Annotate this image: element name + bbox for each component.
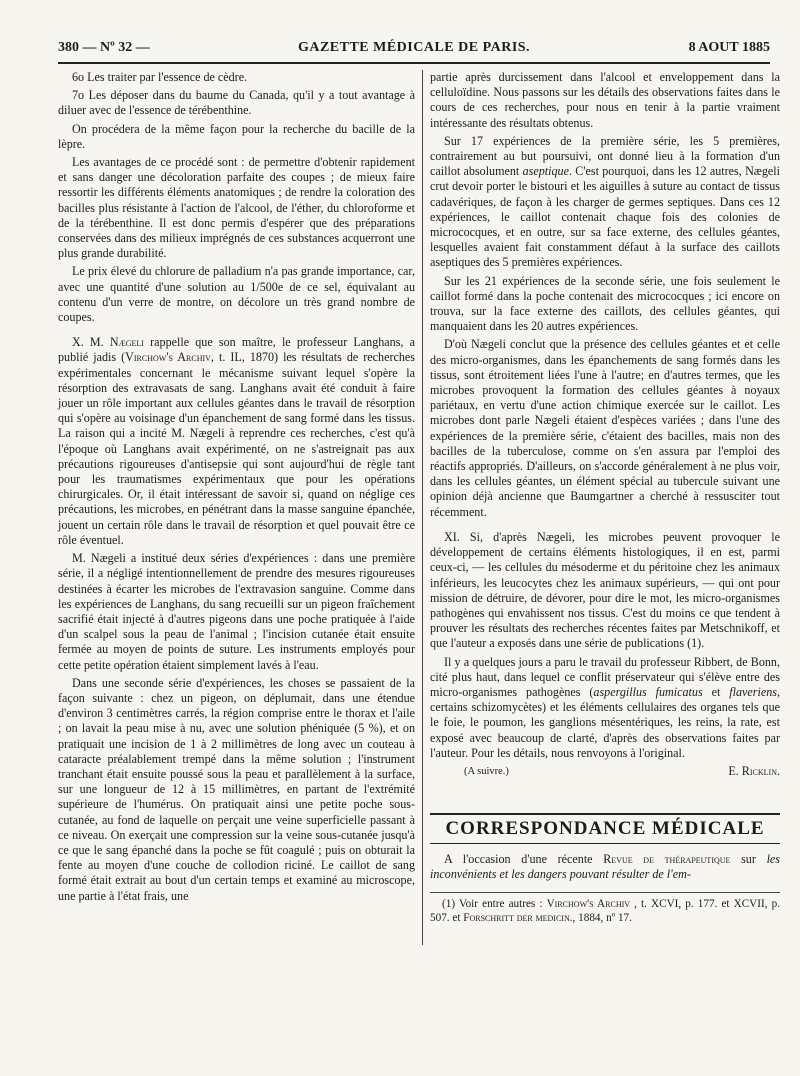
paragraph: Le prix élevé du chlorure de palladium n'a pas grande importance, car, avec une quantité d'une solution au 1/500e de ce sel, équivalant au contenu d'un verre de montre, on décolore un très grand nombre de coupes. [58,264,415,325]
text-run: . C'est pourquoi, dans les 12 autres, Nægeli crut devoir porter le bistouri et les aiguilles à suture au contact de tissus cadavériques, de façon à les charger de germes septiques. Dans ces 12 expériences, le caillot contenait chaque fois des colonies de micrococques, et en outre, sur sa face externe, des cellules géantes, lesquelles avaient fait constamment défaut à la surface des caillots aseptiques des 5 premières expériences. [430,164,780,270]
left-column [58,70,415,907]
text-run: et [702,684,730,699]
emphasis: aseptique [522,164,569,179]
right-column [430,70,780,928]
issue-date: 8 AOUT 1885 [688,40,770,55]
text-run: rappelle que son maître, le professeur Langhans, a publié jadis ( [58,335,415,365]
paragraph: partie après durcissement dans l'alcool et enveloppement dans la celluloïdine. Nous passons sur les détails des observations faites dans le cours de ces recherches, pour nous en tenir à la partie vraiment intéressante des résultats obtenus. [430,70,780,130]
paragraph: M. Nægeli a institué deux séries d'expériences : dans une première série, il a négligé intentionnellement de prendre des mesures rigoureuses destinées à écarter les microbes de l'extravasion sanguine. Comme dans les expériences de Langhans, du sang recueilli sur un pigeon fraîchement sacrifié était injecté à d'autres pigeons dans une poche pratiquée à l'aide d'un scalpel sous la peau de l'animal ; l'incision cutanée était ensuite fermée au moyen de points de suture. Les instruments employés pour cette petite opération étaient simplement lavés à l'eau. [58,551,415,672]
paragraph [430,852,780,882]
text-run: , t. IL, 1870) les résultats de recherches expérimentales concernant le mécanisme suivant lequel s'opère la résorption des extravasats de sang. Langhans avait été conduit à faire jouer un rôle important aux cellules géantes dans le travail de résorption qui s'opère au voisinage d'un épanchement de sang formé dans les tissus. La raison qui a incité M. Nægeli à reprendre ces recherches, c'est qu'à l'époque où Langhans avait expérimenté, on ne s'astreignait pas aux précautions rigoureuses d'antisepsie qui sont aujourd'hui de règle tant pour les traumatismes expérimentaux que pour les opérations chirurgicales. Or, il était intéressant de savoir si, quand on néglige ces précautions, les microbes, en pénétrant dans la masse sanguine épanchée, jouent un certain rôle dans le travail de résorption et quel pouvait être ce rôle éventuel. [58,350,415,547]
journal-title: GAZETTE MÉDICALE DE PARIS. [297,40,531,55]
author-signature: E. Ricklin. [728,763,780,778]
section-rule [430,843,780,844]
section-xi-paragraph: XI. Si, d'après Nægeli, les microbes peuvent provoquer le développement de certains éléments histologiques, il en est, parmi ceux-ci, — les cellules du mésoderme et du péritoine chez les animaux inférieurs, les leucocytes chez les animaux supérieurs, — qui ont pour mission de détruire, de dévorer, pour dire le mot, les micro-organismes pathogènes qui envahissent nos tissus. C'est du moins ce que tendent à prouver les résultats des recherches récentes faites par Metschnikoff, et que l'auteur a exposés dans une série de publications (1). [430,529,780,651]
paragraph [430,655,780,761]
paragraph: Sur les 21 expériences de la seconde série, une fois seulement le caillot formé dans la poche contenait des micrococques ; ici encore on trouva, sur la face externe des caillots, des cellules géantes, qui manquaient dans les 20 autres expériences. [430,273,780,334]
text-run: X. M. [72,335,110,350]
paragraph [430,134,780,271]
section-x-paragraph [58,335,415,548]
text-run: , certains schizomycètes) et les éléments cellulaires des organes tels que le foie, le poumon, les ganglions mésentériques, les reins, la rate, est exposé avec beaucoup de clarté, d'après des observations faites par l'auteur. Pour les détails, nous renvoyons à l'original. [430,684,780,760]
text-run: , t. XCVI, p. 177. et XCVII, p. 507. et [430,897,780,924]
paragraph: On procédera de la même façon pour la recherche du bacille de la lèpre. [58,121,415,151]
paragraph: 7o Les déposer dans du baume du Canada, qu'il y a tout avantage à diluer avec de l'essence de térébenthine. [58,88,415,118]
journal-reference: Virchow's Archiv [125,350,211,365]
text-run: , 1884, nº 17. [572,911,632,924]
footnote [430,892,780,925]
paragraph: Les avantages de ce procédé sont : de permettre d'obtenir rapidement et sans danger une décoloration parfaite des coupes ; de mieux faire ressortir les différents éléments anatomiques ; de rendre la coloration des bacilles plus résistante à l'action de l'alcool, de l'éther, du chloroforme et de la térébenthine. Il est donc permis d'espérer que des préparations conservées dans des milieux imprégnés de ces substances acquerront une plus grande durabilité. [58,155,415,261]
two-column-body [58,70,780,1060]
journal-reference: Forschritt der medicin. [463,911,573,924]
page-number: 380 — Nº 32 — [58,40,150,55]
paragraph: D'où Nægeli conclut que la présence des cellules géantes et et celle des micro-organismes, dans les épanchements de sang formés dans les tissus, sont étroitement liées l'une à l'autre; en d'autres termes, que les microbes provoquent la formation des cellules géantes à noyaux pariétaux, en vertu d'une action chimique exercée sur le caillot. Les microbes dont parle Nægeli étaient d'espèces variées ; dans l'une des expériences de la première série, c'étaient des bacilles, mais non des bacilles de la tuberculose, comme on s'en assura par l'emploi des réactifs appropriés. D'ailleurs, on s'accorde généralement à ne plus voir, dans les cellules géantes, un élément spécial au tubercule suivant une opinion déjà ancienne que Baumgartner a cherché à ressusciter tout récemment. [430,337,780,519]
to-be-continued-note: (A suivre.) [464,766,509,778]
section-heading: CORRESPONDANCE MÉDICALE [430,813,780,836]
author-name: Nægeli [109,335,144,350]
paragraph: Dans une seconde série d'expériences, les choses se passaient de la façon suivante : chez un pigeon, on déplumait, dans une étendue d'environ 3 centimètres carrés, la région comprise entre le thorax et l'aile ; on lavait la peau mise à nu, avec une solution phéniquée (5 %), et on pratiquait une incision de 1 à 2 millimètres de long avec un couteau à cataracte préalablement trempé dans la même solution ; l'instrument tranchant était ensuite poussé sous la peau et parallèlement à la surface, sur une longueur de 12 à 15 millimètres, en partant de l'extrémité supérieure de l'humérus. On pratiquait ainsi une petite poche sous-cutanée, au fond de laquelle on perçait une veine superficielle passant à ce niveau. On exerçait une compression sur la veine sous-cutanée jusqu'à ce que le sang épanché dans la poche se fût coagulé ; puis on obturait la fente au moyen d'une couche de collodion riciné. Le caillot de sang formé était extrait au bout d'un certain temps et examiné au microscope, une partie à l'état frais, une [58,675,415,903]
journal-reference: Revue de thérapeutique [603,851,731,866]
text-run: sur [730,851,767,866]
text-run: Sur 17 expériences de la première série, les 5 premières, contrairement au but poursuivi, ont donné lieu à la formation d'un caillot absolument [430,133,780,179]
text-run: A l'occasion d'une récente [444,851,604,866]
paragraph: 6o Les traiter par l'essence de cèdre. [72,70,248,84]
emphasis: flaveriens [729,684,777,699]
emphasis: les inconvénients et les dangers pouvant résulter de l'em- [430,851,780,881]
journal-reference: Virchow's Archiv [546,897,631,910]
text-run: (1) Voir entre autres : [442,897,547,910]
page-header [58,40,770,64]
emphasis: aspergillus fumicatus [593,684,703,699]
text-run: Il y a quelques jours a paru le travail du professeur Ribbert, de Bonn, cité plus haut, dans lequel ce conflit préservateur qui s'élève entre des micro-organismes pathogènes ( [430,654,780,699]
column-divider [422,70,423,945]
footnote-text [430,897,780,925]
